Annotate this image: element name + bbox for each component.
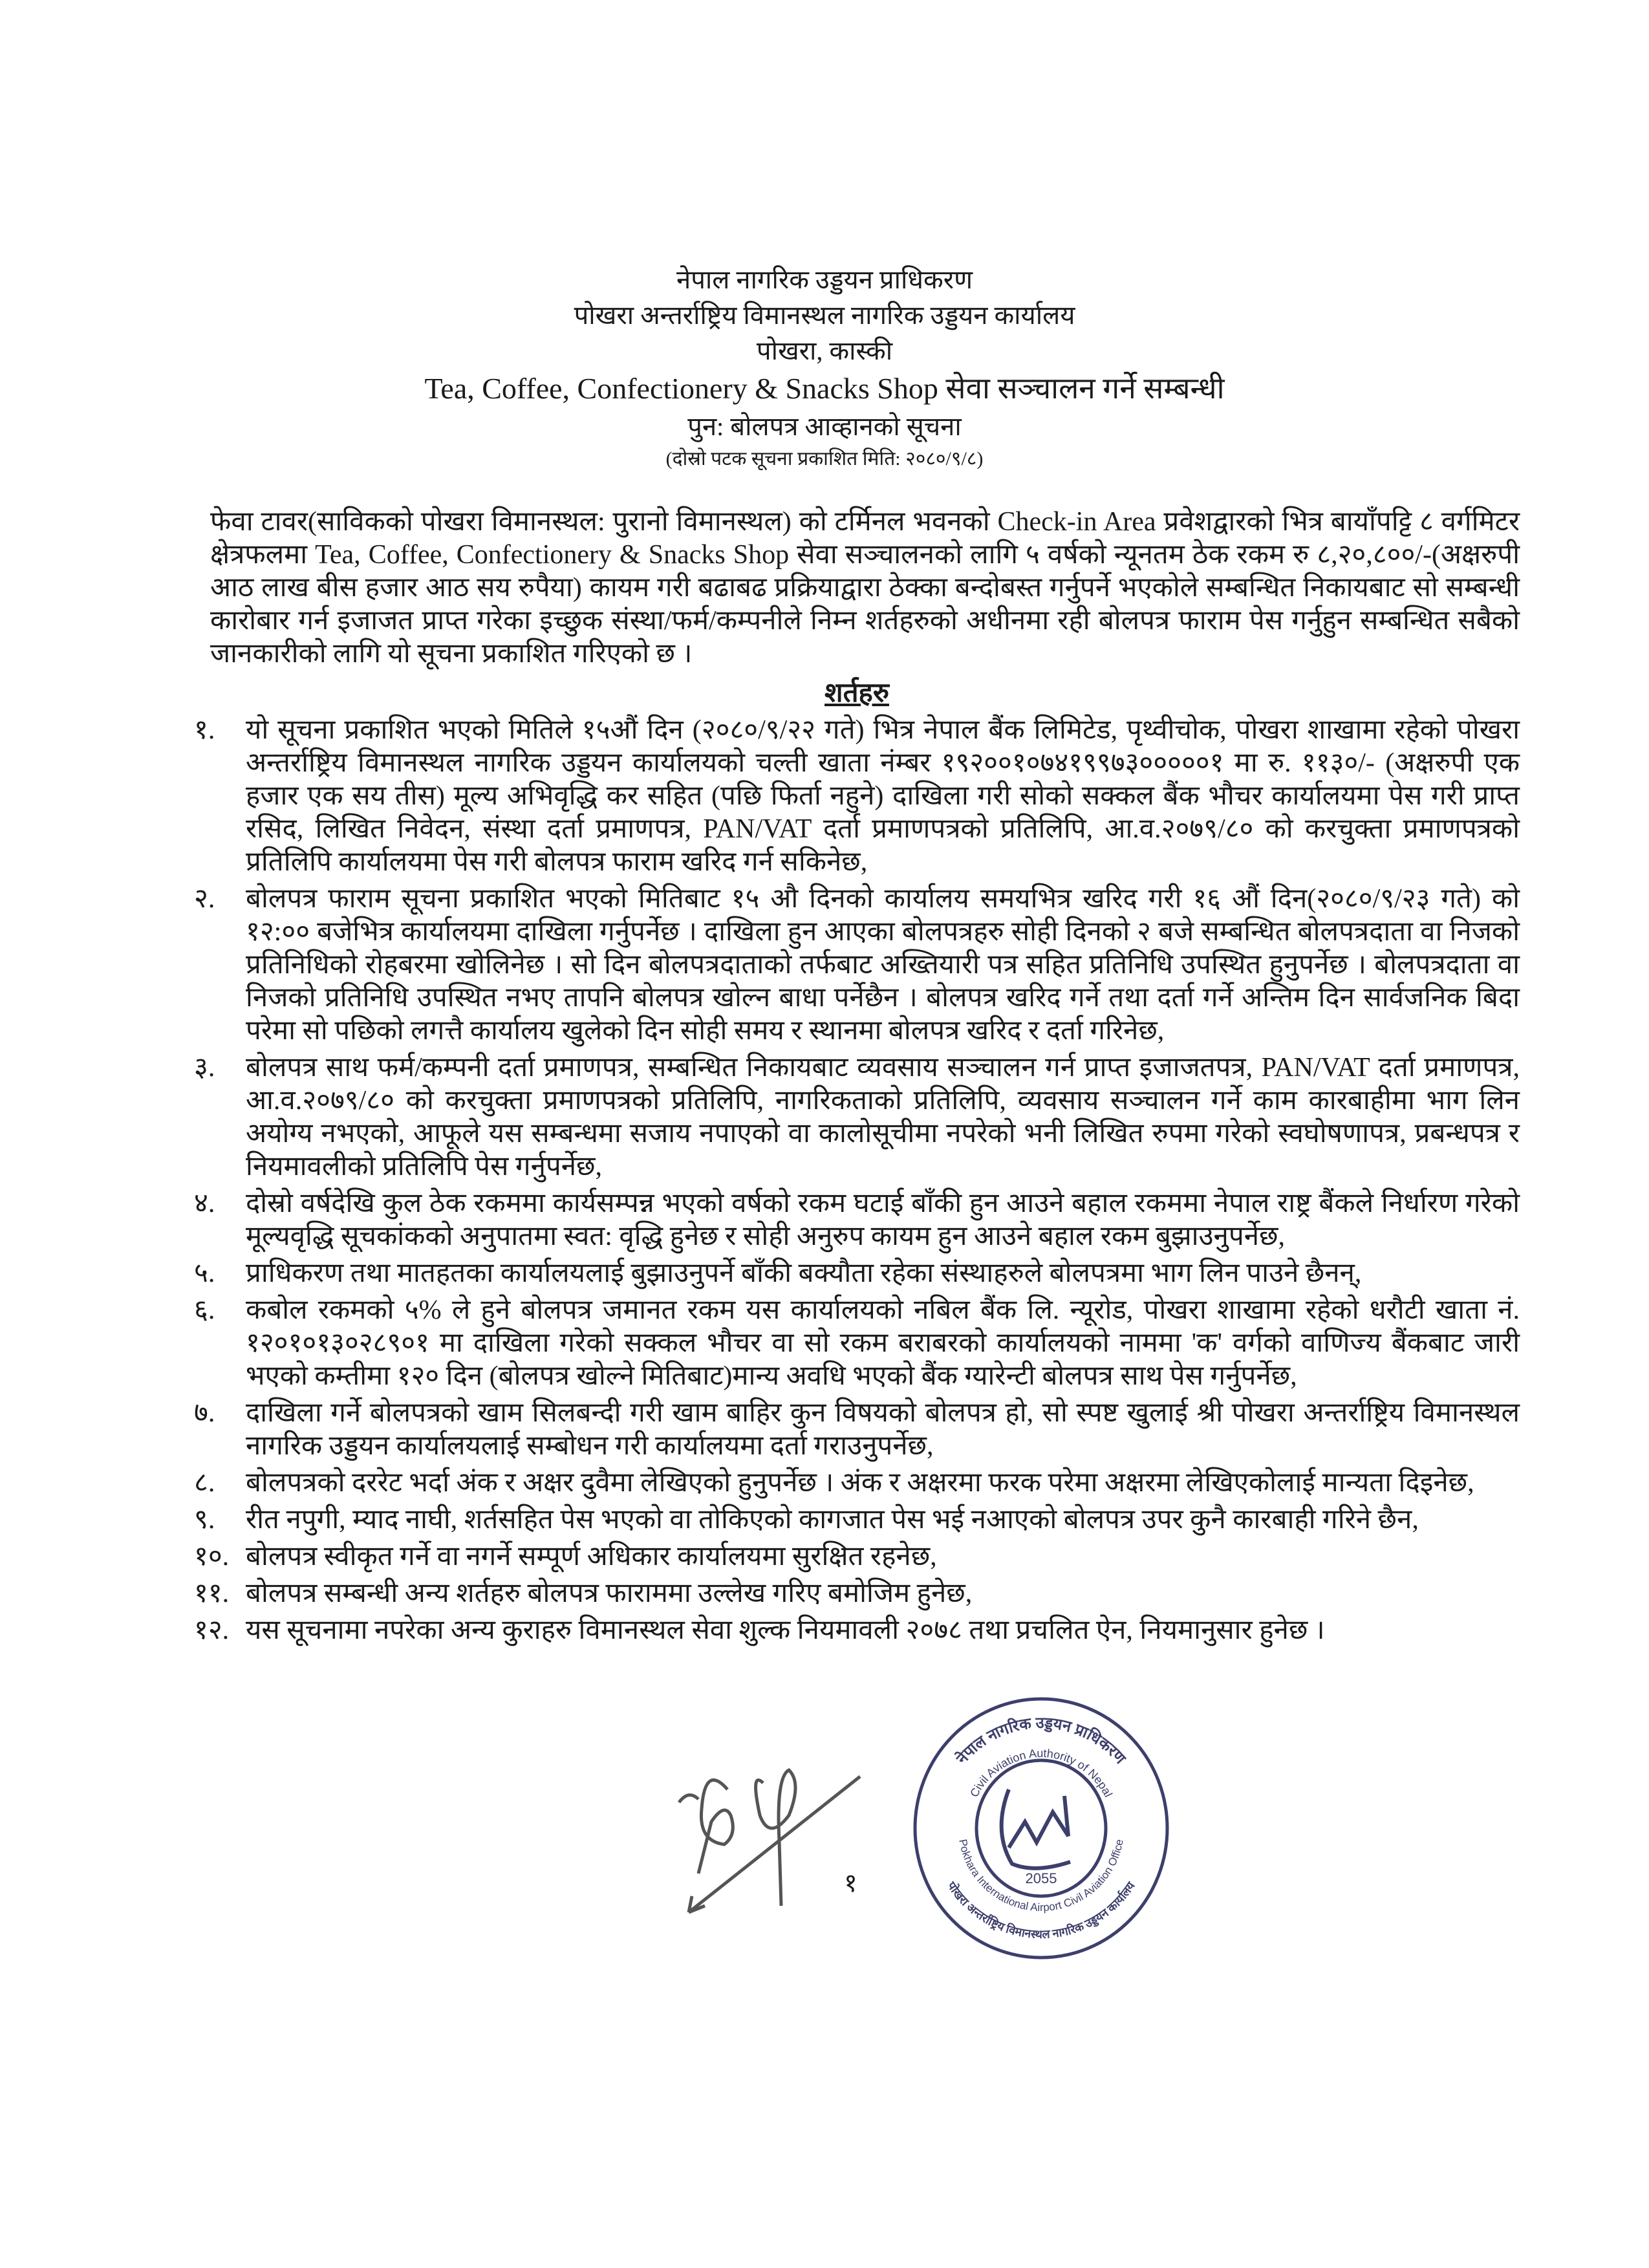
intro-paragraph: फेवा टावर(साविकको पोखरा विमानस्थल: पुरानो विमानस्थल) को टर्मिनल भवनको Check-in Area प्रवेशद्वारको भित्र बायाँपट्टि ८ वर्गमिटर क्षेत्रफलमा Tea, Coffee, Confectionery & Snacks Shop सेवा सञ्चालनको लागि ५ वर्षको न्यूनतम ठेक रकम रु ८,२०,८००/-(अक्षरुपी आठ लाख बीस हजार आठ सय रुपैया) कायम गरी बढाबढ प्रक्रियाद्वारा ठेक्का बन्दोबस्त गर्नुपर्ने भएकोले सम्बन्धित निकायबाट सो सम्बन्धी कारोबार गर्न इजाजत प्राप्त गरेका इच्छुक संस्था/फर्म/कम्पनीले निम्न शर्तहरुको अधीनमा रही बोलपत्र फाराम पेस गर्नुहुन सम्बन्धित सबैको जानकारीको लागि यो सूचना प्रकाशित गरिएको छ ।: [210, 507, 1520, 669]
condition-item: [194, 1294, 1520, 1393]
seal-outer-bottom-text: पोखरा अन्तर्राष्ट्रिय विमानस्थल नागरिक उड्डयन कार्यालय: [945, 1879, 1137, 1941]
condition-number: ६.: [194, 1295, 215, 1325]
condition-number: ५.: [194, 1258, 215, 1288]
condition-text: बोलपत्र स्वीकृत गर्ने वा नगर्ने सम्पूर्ण अधिकार कार्यालयमा सुरक्षित रहनेछ,: [246, 1542, 937, 1571]
seal-inner-top-text: Civil Aviation Authority of Nepal: [967, 1746, 1116, 1800]
seal-outer-top-text: नेपाल नागरिक उड्डयन प्राधिकरण: [953, 1714, 1129, 1767]
condition-number: ७.: [194, 1398, 215, 1428]
condition-item: [194, 1187, 1520, 1253]
conditions-list: [194, 714, 1520, 1647]
condition-number: १२.: [194, 1615, 230, 1645]
condition-text: बोलपत्र सम्बन्धी अन्य शर्तहरु बोलपत्र फाराममा उल्लेख गरिए बमोजिम हुनेछ,: [246, 1579, 973, 1608]
condition-text: बोलपत्रको दररेट भर्दा अंक र अक्षर दुवैमा लेखिएको हुनुपर्नेछ । अंक र अक्षरमा फरक परेमा अक्षरमा लेखिएकोलाई मान्यता दिइनेछ,: [246, 1468, 1474, 1498]
condition-text: प्राधिकरण तथा मातहतका कार्यालयलाई बुझाउनुपर्ने बाँकी बक्यौता रहेका संस्थाहरुले बोलपत्रमा भाग लिन पाउने छैनन्,: [246, 1258, 1362, 1288]
official-seal-icon: [905, 1692, 1177, 1964]
condition-text: बोलपत्र साथ फर्म/कम्पनी दर्ता प्रमाणपत्र, सम्बन्धित निकायबाट व्यवसाय सञ्चालन गर्न प्राप्त इजाजतपत्र, PAN/VAT दर्ता प्रमाणपत्र, आ.व.२०७९/८० को करचुक्ता प्रमाणपत्रको प्रतिलिपि, नागरिकताको प्रतिलिपि, व्यवसाय सञ्चालन गर्ने काम कारबाहीमा भाग लिन अयोग्य नभएको, आफूले यस सम्बन्धमा सजाय नपाएको वा कालोसूचीमा नपरेको भनी लिखित रुपमा गरेको स्वघोषणापत्र, प्रबन्धपत्र र नियमावलीको प्रतिलिपि पेस गर्नुपर्नेछ,: [246, 1053, 1520, 1182]
condition-text: रीत नपुगी, म्याद नाघी, शर्तसहित पेस भएको वा तोकिएको कागजात पेस भई नआएको बोलपत्र उपर कुनै कारबाही गरिने छैन,: [246, 1505, 1419, 1535]
document-footer: [0, 1673, 1649, 1951]
condition-text: दाखिला गर्ने बोलपत्रको खाम सिलबन्दी गरी खाम बाहिर कुन विषयको बोलपत्र हो, सो स्पष्ट खुलाई श्री पोखरा अन्तर्राष्ट्रिय विमानस्थल नागरिक उड्डयन कार्यालयलाई सम्बोधन गरी कार्यालयमा दर्ता गराउनुपर्नेछ,: [246, 1398, 1520, 1461]
condition-number: ११.: [194, 1579, 230, 1608]
condition-number: २.: [194, 884, 215, 914]
office-location: पोखरा, कास्की: [756, 336, 893, 365]
condition-text: यस सूचनामा नपरेका अन्य कुराहरु विमानस्थल सेवा शुल्क नियमावली २०७८ तथा प्रचलित ऐन, नियमानुसार हुनेछ ।: [246, 1615, 1325, 1645]
condition-item: [194, 1052, 1520, 1183]
condition-number: १०.: [194, 1542, 230, 1571]
condition-item: [194, 1540, 1520, 1573]
document-header: [0, 0, 1649, 473]
org-name: नेपाल नागरिक उड्डयन प्राधिकरण: [676, 265, 973, 294]
condition-item: [194, 1504, 1520, 1537]
condition-text: दोस्रो वर्षदेखि कुल ठेक रकममा कार्यसम्पन्न भएको वर्षको रकम घटाई बाँकी हुन आउने बहाल रकममा नेपाल राष्ट्र बैंकले निर्धारण गरेको मूल्यवृद्धि सूचकांकको अनुपातमा स्वत: वृद्धि हुनेछ र सोही अनुरुप कायम हुन आउने बहाल रकम बुझाउनुपर्नेछ,: [246, 1189, 1520, 1251]
condition-item: [194, 1467, 1520, 1500]
conditions-heading: शर्तहरु: [824, 678, 889, 708]
condition-text: बोलपत्र फाराम सूचना प्रकाशित भएको मितिबाट १५ औ दिनको कार्यालय समयभित्र खरिद गरी १६ औं दिन(२०८०/९/२३ गते) को १२:०० बजेभित्र कार्यालयमा दाखिला गर्नुपर्नेछ । दाखिला हुन आएका बोलपत्रहरु सोही दिनको २ बजे सम्बन्धित बोलपत्रदाता वा निजको प्रतिनिधिको रोहबरमा खोलिनेछ । सो दिन बोलपत्रदाताको तर्फबाट अख्तियारी पत्र सहित प्रतिनिधि उपस्थित हुनुपर्नेछ । बोलपत्रदाता वा निजको प्रतिनिधि उपस्थित नभए तापनि बोलपत्र खोल्न बाधा पर्नेछैन । बोलपत्र खरिद गर्ने तथा दर्ता गर्ने अन्तिम दिन सार्वजनिक बिदा परेमा सो पछिको लगत्तै कार्यालय खुलेको दिन सोही समय र स्थानमा बोलपत्र खरिद र दर्ता गरिनेछ,: [246, 884, 1520, 1046]
condition-number: ३.: [194, 1053, 215, 1083]
seal-inner-bottom-text: Pokhara International Airport Civil Aviation Office: [956, 1838, 1126, 1914]
notice-subject: Tea, Coffee, Confectionery & Snacks Shop सेवा सञ्चालन गर्ने सम्बन्धी: [424, 372, 1225, 405]
seal-year: 2055: [1025, 1870, 1057, 1886]
condition-text: कबोल रकमको ५% ले हुने बोलपत्र जमानत रकम यस कार्यालयको नबिल बैंक लि. न्यूरोड, पोखरा शाखामा रहेको धरौटी खाता नं. १२०१०१३०२८९०१ मा दाखिला गरेको सक्कल भौचर वा सो रकम बराबरको कार्यालयको नाममा 'क' वर्गको वाणिज्य बैंकबाट जारी भएको कम्तीमा १२० दिन (बोलपत्र खोल्ने मितिबाट)मान्य अवधि भएको बैंक ग्यारेन्टी बोलपत्र साथ पेस गर्नुपर्नेछ,: [246, 1295, 1520, 1391]
condition-item: [194, 1397, 1520, 1463]
page-number: १: [844, 1868, 857, 1897]
condition-item: [194, 1614, 1520, 1647]
condition-text: यो सूचना प्रकाशित भएको मितिले १५औं दिन (२०८०/९/२२ गते) भित्र नेपाल बैंक लिमिटेड, पृथ्वीचोक, पोखरा शाखामा रहेको पोखरा अन्तर्राष्ट्रिय विमानस्थल नागरिक उड्डयन कार्यालयको चल्ती खाता नंम्बर १९२००१०७४१९९७३०००००१ मा रु. ११३०/- (अक्षरुपी एक हजार एक सय तीस) मूल्य अभिवृद्धि कर सहित (पछि फिर्ता नहुने) दाखिला गरी सोको सक्कल बैंक भौचर कार्यालयमा पेस गरी प्राप्त रसिद, लिखित निवेदन, संस्था दर्ता प्रमाणपत्र, PAN/VAT दर्ता प्रमाणपत्रको प्रतिलिपि, आ.व.२०७९/८० को करचुक्ता प्रमाणपत्रको प्रतिलिपि कार्यालयमा पेस गरी बोलपत्र फाराम खरिद गर्न सकिनेछ,: [246, 715, 1520, 877]
svg-text:Civil Aviation Authority of Ne: [967, 1747, 1115, 1799]
condition-item: [194, 1257, 1520, 1290]
condition-number: १.: [194, 715, 215, 745]
office-name: पोखरा अन्तर्राष्ट्रिय विमानस्थल नागरिक उड्डयन कार्यालय: [574, 301, 1075, 330]
condition-number: ४.: [194, 1189, 215, 1218]
condition-item: [194, 1577, 1520, 1610]
document-body: [194, 506, 1520, 1647]
notice-title: पुन: बोलपत्र आव्हानको सूचना: [687, 412, 962, 441]
condition-item: [194, 714, 1520, 879]
publication-date: (दोस्रो पटक सूचना प्रकाशित मिति: २०८०/९/८): [665, 448, 984, 470]
condition-number: ९.: [194, 1505, 215, 1535]
condition-number: ८.: [194, 1468, 215, 1498]
condition-item: [194, 883, 1520, 1048]
